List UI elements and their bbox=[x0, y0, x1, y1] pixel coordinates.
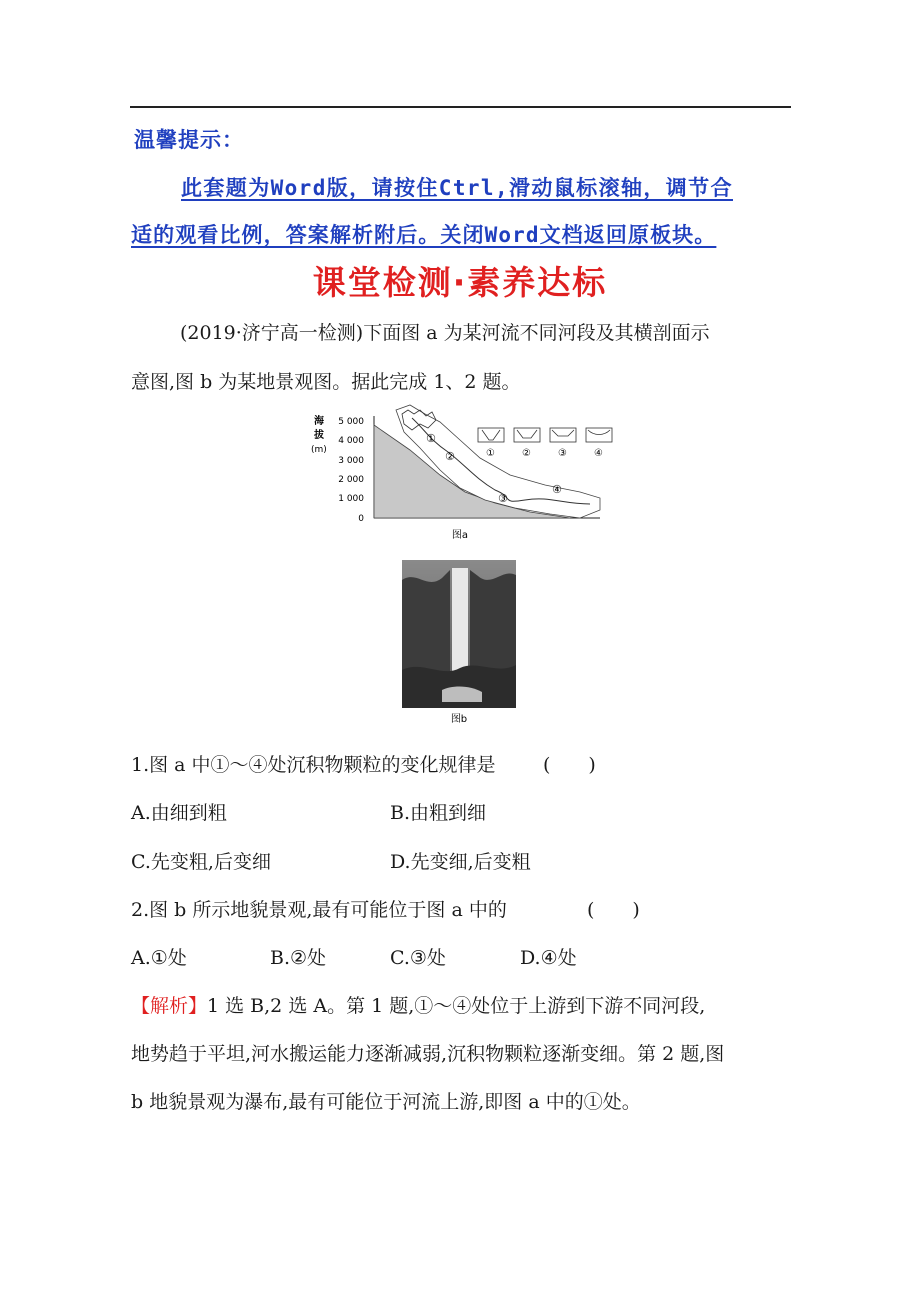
tip-line-2[interactable]: 适的观看比例，答案解析附后。关闭Word文档返回原板块。 bbox=[131, 223, 717, 247]
tick-3000: 3 000 bbox=[338, 456, 364, 466]
ylabel-1: 海 bbox=[314, 416, 324, 427]
q1-answer-blank: ( ) bbox=[543, 754, 596, 776]
q1-stem: 1.图 a 中①～④处沉积物颗粒的变化规律是 bbox=[131, 754, 496, 776]
analysis-line-1 bbox=[131, 991, 705, 1018]
box-label-3: ③ bbox=[558, 448, 567, 459]
intro-line-1: (2019·济宁高一检测)下面图 a 为某河流不同河段及其横剖面示 bbox=[180, 322, 710, 344]
q2-option-c: C.③处 bbox=[390, 947, 446, 969]
tip-label: 温馨提示： bbox=[134, 128, 244, 152]
section-title: 课堂检测·素养达标 bbox=[312, 263, 608, 302]
marker-3: ③ bbox=[498, 492, 508, 505]
q2-option-d: D.④处 bbox=[520, 947, 577, 969]
q1-option-d: D.先变细,后变粗 bbox=[390, 851, 531, 873]
ylabel-2: 拔 bbox=[314, 430, 324, 441]
top-rule bbox=[130, 106, 791, 108]
q2-answer-blank: ( ) bbox=[587, 899, 640, 921]
ylabel-3: (m) bbox=[311, 445, 327, 455]
analysis-tag: 【解析】 bbox=[131, 995, 208, 1017]
tip-line-1[interactable]: 此套题为Word版，请按住Ctrl,滑动鼠标滚轴，调节合 bbox=[181, 176, 733, 200]
q1-option-b: B.由粗到细 bbox=[390, 802, 487, 824]
marker-1: ① bbox=[426, 432, 436, 445]
tick-1000: 1 000 bbox=[338, 494, 364, 504]
box-label-4: ④ bbox=[594, 448, 603, 459]
tick-4000: 4 000 bbox=[338, 436, 364, 446]
intro-line-2: 意图,图 b 为某地景观图。据此完成 1、2 题。 bbox=[131, 371, 521, 393]
marker-2: ② bbox=[445, 450, 455, 463]
q1-option-c: C.先变粗,后变细 bbox=[131, 851, 271, 873]
tick-0: 0 bbox=[358, 514, 364, 524]
q1-option-a: A.由细到粗 bbox=[131, 802, 227, 824]
figure-a-river-profile bbox=[300, 400, 620, 545]
tick-5000: 5 000 bbox=[338, 417, 364, 427]
box-label-1: ① bbox=[486, 448, 495, 459]
analysis-line-2: 地势趋于平坦,河水搬运能力逐渐减弱,沉积物颗粒逐渐变细。第 2 题,图 bbox=[131, 1043, 725, 1065]
tick-2000: 2 000 bbox=[338, 475, 364, 485]
figure-b-caption: 图b bbox=[450, 714, 468, 725]
figure-b-waterfall bbox=[402, 560, 516, 728]
section-box-labels bbox=[486, 448, 603, 459]
box-label-2: ② bbox=[522, 448, 531, 459]
figure-a-caption: 图a bbox=[451, 530, 469, 541]
analysis-line-3: b 地貌景观为瀑布,最有可能位于河流上游,即图 a 中的①处。 bbox=[131, 1091, 641, 1113]
question-2 bbox=[131, 895, 640, 922]
q2-stem: 2.图 b 所示地貌景观,最有可能位于图 a 中的 bbox=[131, 899, 507, 921]
q2-option-a: A.①处 bbox=[131, 947, 187, 969]
analysis-text-1: 1 选 B,2 选 A。第 1 题,①～④处位于上游到下游不同河段, bbox=[207, 995, 706, 1017]
marker-4: ④ bbox=[552, 483, 562, 496]
question-1 bbox=[131, 750, 596, 777]
q2-option-b: B.②处 bbox=[270, 947, 327, 969]
cross-sections bbox=[478, 428, 612, 442]
